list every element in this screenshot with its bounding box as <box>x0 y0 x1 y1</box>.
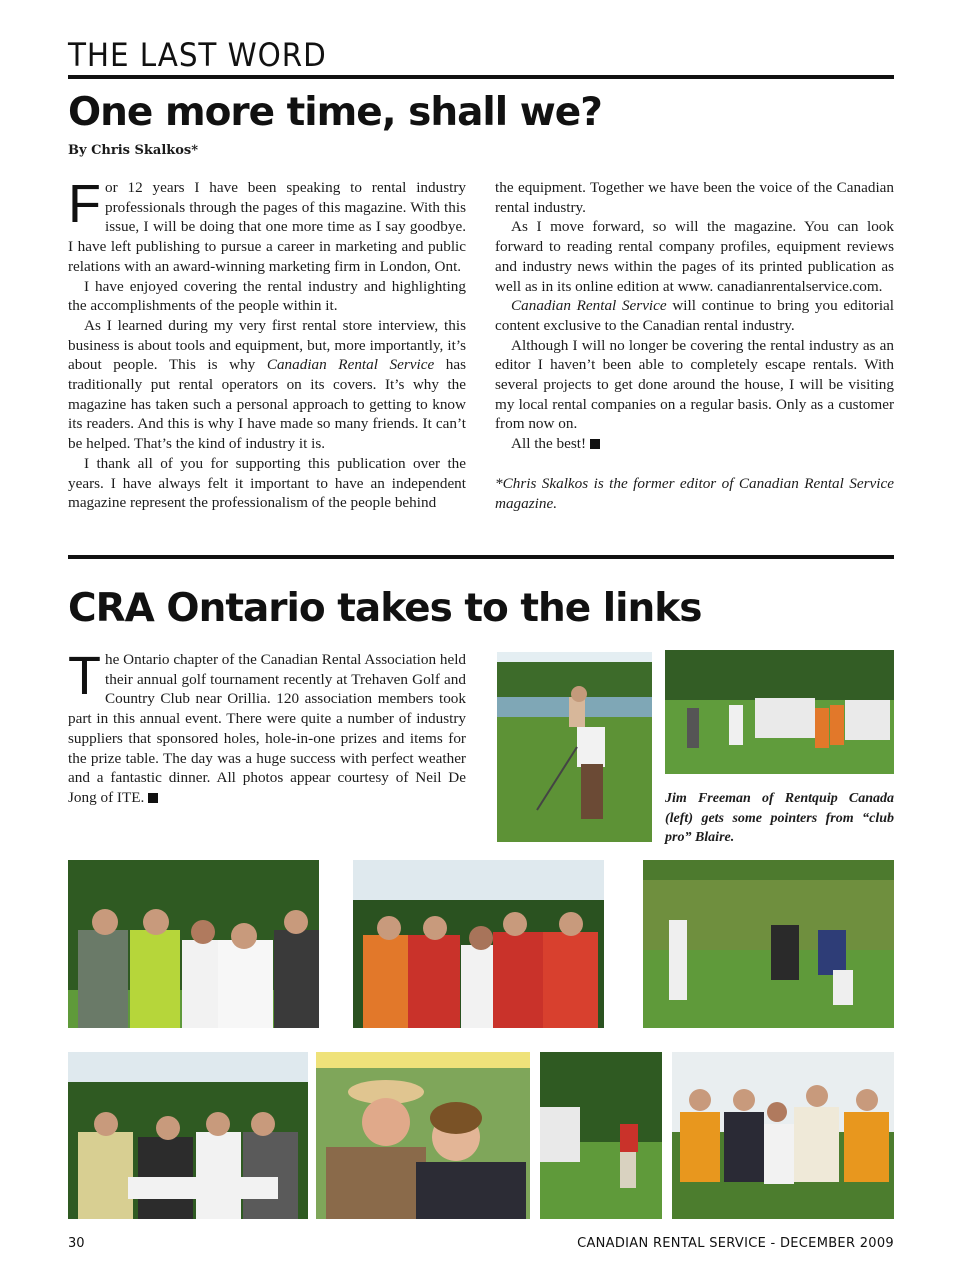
article1-paragraph-6 <box>495 296 894 335</box>
end-mark-icon <box>590 439 600 449</box>
article1-paragraph-4-cont: the equipment. Together we have been the voice of the Canadian rental industry. <box>495 179 894 216</box>
article1-paragraph-8 <box>495 434 894 454</box>
page-number: 30 <box>68 1236 85 1251</box>
article2-body-text: he Ontario chapter of the Canadian Rental Association held their annual golf tournament recently at Trehaven Golf and Country Club near Orillia. 120 association members took part in this annual event. There were quite a number of industry suppliers that sponsored holes, hole-in-one prizes and items for the prize table. The day was a huge success with perfect weather and a fantastic dinner. All photos appear courtesy of Neil De Jong of ITE. <box>68 651 467 806</box>
article2-headline: CRA Ontario takes to the links <box>68 586 702 631</box>
article1-paragraph-5: As I move forward, so will the magazine. You can look forward to reading rental company profiles, equipment reviews and industry news within the pages of its printed publication as well as in its online edition at www. canadianrentalservice.com. <box>495 218 894 295</box>
p6-text: will continue to bring you editorial content exclusive to the Canadian rental industry. <box>495 297 894 334</box>
photo-group-orange <box>672 1052 894 1219</box>
photo-group-five-a <box>68 860 319 1028</box>
article1-column-2-content <box>495 178 894 513</box>
article1-paragraph-3 <box>68 316 466 454</box>
article1-paragraph-1 <box>68 174 466 277</box>
section-rule <box>68 555 894 559</box>
dropcap: T <box>68 646 101 706</box>
article1-footnote: *Chris Skalkos is the former editor of Canadian Rental Service magazine. <box>495 474 894 512</box>
article1-column-1 <box>68 174 466 513</box>
p6-publication-name: Canadian Rental Service <box>511 297 667 315</box>
article1-paragraph-4: I thank all of you for supporting this publication over the years. I have always felt it important to have an independent magazine represent the professionalism of the people behind <box>68 454 466 512</box>
photo-golf-carts <box>665 650 894 774</box>
photo-couple-in-cart <box>316 1052 530 1219</box>
photo-group-lifting <box>68 1052 308 1219</box>
dropcap: F <box>68 174 101 234</box>
photo-putting-green <box>643 860 894 1028</box>
p8-text: All the best! <box>511 435 587 453</box>
article1-byline: By Chris Skalkos* <box>68 143 199 158</box>
top-rule <box>68 75 894 79</box>
photo-group-five-b <box>353 860 604 1028</box>
photo-golfer-swing <box>540 1052 662 1219</box>
article2-paragraph <box>68 646 467 808</box>
photo-caption: Jim Freeman of Rentquip Canada (left) gets some pointers from “club pro” Blaire. <box>665 791 894 845</box>
article1-headline: One more time, shall we? <box>68 90 602 135</box>
p3-text-b: has traditionally put rental operators on its covers. It’s why the magazine has taken such a personal approach to getting to know its readers. And this is why I have made so many friends. It can’t be helped. That’s the kind of industry it is. <box>68 356 466 453</box>
p3-text-a: As I learned during my very first rental store interview, this business is about tools and equipment, but, more importantly, it’s about people. This is why <box>68 316 466 374</box>
end-mark-icon <box>148 793 158 803</box>
section-label: THE LAST WORD <box>68 36 327 74</box>
article1-p1-text: or 12 years I have been speaking to rental industry professionals through the pages of this magazine. With this issue, I will be doing that one more time as I say goodbye. I have left publishing to pursue a career in marketing and public relations with an award-winning marketing firm in London, Ont. <box>68 179 466 275</box>
article2-column <box>68 646 467 808</box>
photo-golf-lesson <box>497 652 652 842</box>
p3-publication-name: Canadian Rental Service <box>266 356 435 374</box>
publication-footer: CANADIAN RENTAL SERVICE - DECEMBER 2009 <box>577 1236 894 1251</box>
article1-paragraph-2: I have enjoyed covering the rental industry and highlighting the accomplishments of the people within it. <box>68 277 466 315</box>
article1-paragraph-7: Although I will no longer be covering the rental industry as an editor I haven’t been able to completely escape rentals. With several projects to get done around the house, I will be visiting my local rental companies on a regular basis. Only as a customer from now on. <box>495 336 894 433</box>
